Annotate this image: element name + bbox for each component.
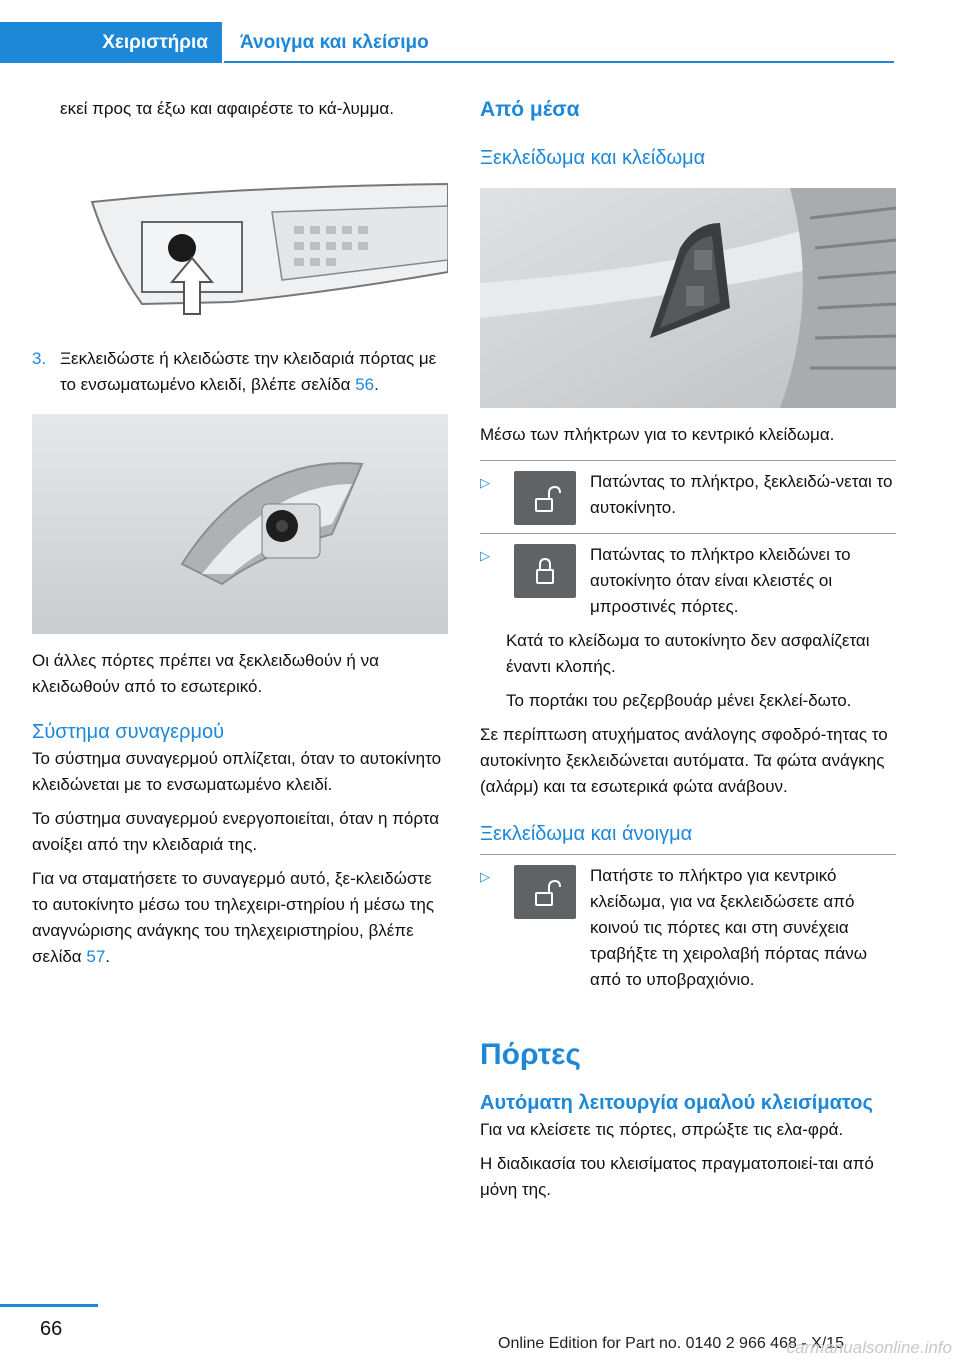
bullet-open-text: Πατήστε το πλήκτρο για κεντρικό κλείδωμα, για να ξεκλειδώσετε από κοινού τις πόρτες και στη συνέχεια τραβήξτε τη χειρολαβή πόρτας πάνω από το υποβραχιόνιο.	[590, 866, 867, 989]
bullet-marker: ▷	[480, 475, 490, 490]
unlock-lock-heading: Ξεκλείδωμα και κλείδωμα	[480, 147, 706, 169]
watermark: carmanualsonline.info	[786, 1338, 952, 1357]
bullet-lock	[480, 542, 896, 620]
alarm-paragraph-1: Το σύστημα συναγερμού οπλίζεται, όταν το αυτοκίνητο κλειδώνεται με το ενσωματωμένο κλειδί.	[32, 749, 442, 794]
cover-illustration	[32, 182, 448, 322]
section-tab-opening-closing[interactable]: Άνοιγμα και κλείσιμο	[240, 31, 429, 53]
unlock-button-icon	[514, 471, 576, 525]
edition-text: Online Edition for Part no. 0140 2 966 468 - X/15	[498, 1335, 845, 1352]
step-3	[32, 346, 448, 398]
central-lock-buttons-image	[480, 188, 896, 408]
bullet-open	[480, 863, 896, 993]
bullet-separator-1	[480, 460, 896, 461]
left-column	[32, 96, 448, 970]
page-number: 66	[40, 1318, 63, 1340]
bullet-unlock	[480, 469, 896, 525]
intro-text: εκεί προς τα έξω και αφαιρέστε το κά-λυμμα.	[60, 99, 394, 118]
lock-button-icon	[514, 544, 576, 598]
doors-heading: Πόρτες	[480, 1038, 581, 1071]
bullet-lock-note-2: Το πορτάκι του ρεζερβουάρ μένει ξεκλεί-δωτο.	[506, 691, 852, 710]
other-doors-text: Οι άλλες πόρτες πρέπει να ξεκλειδωθούν ή να κλειδωθούν από το εσωτερικό.	[32, 651, 379, 696]
bullet-lock-text: Πατώντας το πλήκτρο κλειδώνει το αυτοκίνητο όταν είναι κλειστές οι μπροστινές πόρτες.	[590, 545, 851, 616]
header-divider	[224, 61, 894, 63]
step-3-text: Ξεκλειδώστε ή κλειδώστε την κλειδαριά πόρτας με το ενσωματωμένο κλειδί, βλέπε σελίδα 56.	[60, 349, 437, 394]
soft-close-heading: Αυτόματη λειτουργία ομαλού κλεισίματος	[480, 1092, 873, 1114]
step-number: 3.	[32, 349, 47, 368]
fuel-cap-cover-image	[32, 182, 448, 322]
inside-heading: Από μέσα	[480, 98, 580, 121]
soft-close-paragraph-2: Η διαδικασία του κλεισίματος πραγματοποιεί-ται από μόνη της.	[480, 1154, 874, 1199]
alarm-paragraph-2: Το σύστημα συναγερμού ενεργοποιείται, όταν η πόρτα ανοίξει από την κλειδαριά της.	[32, 809, 440, 854]
footer-accent-line	[0, 1304, 98, 1307]
bullet-lock-note-1: Κατά το κλείδωμα το αυτοκίνητο δεν ασφαλίζεται έναντι κλοπής.	[506, 631, 870, 676]
alarm-paragraph-3: Για να σταματήσετε το συναγερμό αυτό, ξε-κλειδώστε το αυτοκίνητο μέσω του τηλεχειρι-στηρίου ή μέσω της αναγνώρισης ανάγκης του τηλεχειριστηρίου, βλέπε σελίδα 57.	[32, 869, 435, 966]
section-tab-controls[interactable]: Χειριστήρια	[0, 22, 222, 63]
soft-close-paragraph-1: Για να κλείσετε τις πόρτες, σπρώξτε τις ελα-φρά.	[480, 1120, 844, 1139]
unlock-open-heading: Ξεκλείδωμα και άνοιγμα	[480, 823, 693, 845]
bullet-unlock-text: Πατώντας το πλήκτρο, ξεκλειδώ-νεται το αυτοκίνητο.	[590, 472, 893, 517]
bullet-marker: ▷	[480, 869, 490, 884]
accident-text: Σε περίπτωση ατυχήματος ανάλογης σφοδρό-τητας το αυτοκίνητο ξεκλειδώνεται αυτόματα. Τα φώτα ανάγκης (αλάρμ) και τα εσωτερικά φώτα ανάβουν.	[480, 725, 888, 796]
door-lock-image	[32, 414, 448, 634]
bullet-separator-2	[480, 533, 896, 534]
page-link-57[interactable]: 57	[86, 947, 106, 966]
bullet-separator-3	[480, 854, 896, 855]
page-header	[0, 0, 960, 64]
alarm-heading: Σύστημα συναγερμού	[32, 721, 225, 743]
central-lock-illustration	[480, 188, 896, 408]
page-link-56[interactable]: 56	[355, 375, 375, 394]
buttons-caption: Μέσω των πλήκτρων για το κεντρικό κλείδωμα.	[480, 425, 835, 444]
right-column	[480, 96, 896, 1203]
bullet-marker: ▷	[480, 548, 490, 563]
central-lock-button-icon	[514, 865, 576, 919]
door-lock-illustration	[32, 414, 448, 634]
